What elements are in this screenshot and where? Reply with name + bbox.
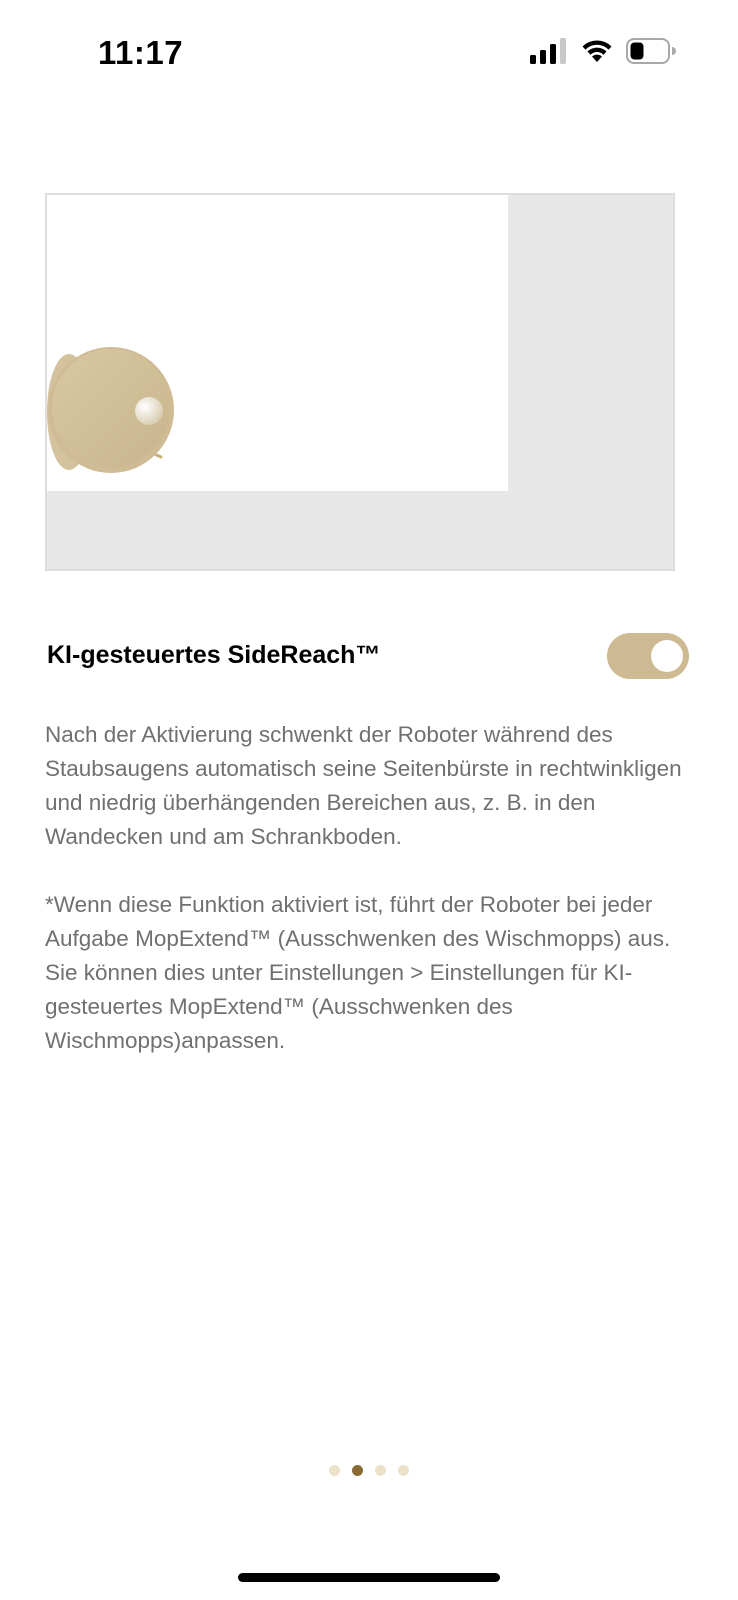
status-icons — [530, 38, 676, 64]
status-bar — [0, 0, 738, 110]
status-time: 11:17 — [98, 34, 184, 71]
cellular-signal-icon — [530, 38, 568, 64]
feature-description — [45, 718, 705, 1058]
description-paragraph-1: Nach der Aktivierung schwenkt der Roboter während des Staubsaugens automatisch seine Seitenbürste in rechtwinkligen und niedrig überhängenden Bereichen aus, z. B. in den Wandecken und am Schrankboden. — [45, 722, 682, 849]
sidereach-illustration — [45, 193, 675, 571]
feature-title: KI-gesteuertes SideReach™ — [47, 641, 381, 669]
page-dot-4[interactable] — [398, 1465, 409, 1476]
description-paragraph-2: *Wenn diese Funktion aktiviert ist, führt der Roboter bei jeder Aufgabe MopExtend™ (Ausschwenken des Wischmopps) aus. Sie können dies unter Einstellungen > Einstellungen für KI-gesteuertes MopExtend™ (Ausschwenken des Wischmopps)anpassen. — [45, 892, 671, 1053]
robot-vacuum-icon — [45, 345, 183, 480]
page-indicator — [0, 1465, 738, 1476]
page-dot-1[interactable] — [329, 1465, 340, 1476]
sidereach-setting-row — [47, 633, 689, 683]
home-indicator[interactable] — [238, 1573, 500, 1582]
wifi-icon — [580, 38, 614, 64]
sidereach-toggle[interactable] — [607, 633, 689, 679]
page-dot-2[interactable] — [352, 1465, 363, 1476]
battery-icon — [626, 38, 676, 64]
toggle-knob — [651, 640, 683, 672]
page-dot-3[interactable] — [375, 1465, 386, 1476]
